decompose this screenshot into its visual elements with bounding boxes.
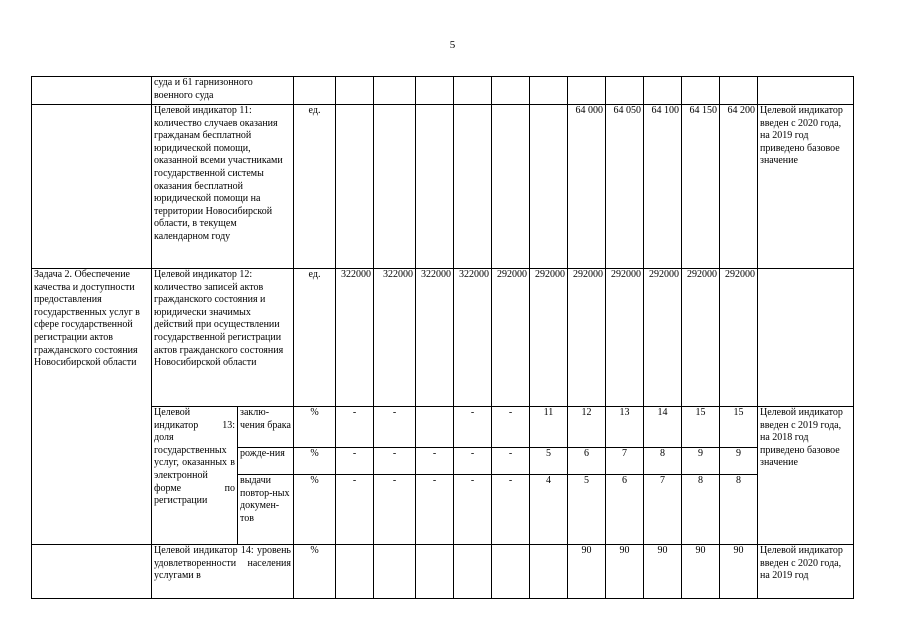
indicator-11-label: Целевой индикатор 11: количество случаев оказания гражданам бесплатной юридической помощи, оказанной всеми участниками государственной системы оказания бесплатной юридической помощи на территории Новосибирской области, в текущем календарном году <box>152 105 294 269</box>
value-cell: 6 <box>606 475 644 545</box>
value-cell: 90 <box>720 545 758 599</box>
value-cell: - <box>492 448 530 475</box>
value-cell: 90 <box>682 545 720 599</box>
value-cell: 8 <box>682 475 720 545</box>
value-cell: - <box>416 475 454 545</box>
value-cell: 322000 <box>374 269 416 407</box>
table-row <box>32 269 854 407</box>
value-cell: 292000 <box>720 269 758 407</box>
value-cell: 292000 <box>644 269 682 407</box>
note-cell: Целевой индикатор введен с 2020 года, на 2019 год приведено базовое значение <box>758 105 854 269</box>
value-cell: 9 <box>720 448 758 475</box>
unit-cell: % <box>294 475 336 545</box>
indicator-table <box>31 76 854 599</box>
value-cell: 90 <box>644 545 682 599</box>
value-cell: 64 150 <box>682 105 720 269</box>
value-cell: 4 <box>530 475 568 545</box>
value-cell: - <box>454 475 492 545</box>
indicator-12-label: Целевой индикатор 12: количество записей актов гражданского состояния и юридически значимых действий при осуществлении государственной регистрации актов гражданского состояния Новосибирской области <box>152 269 294 407</box>
table-row <box>32 545 854 599</box>
value-cell: 11 <box>530 407 568 448</box>
unit-cell: % <box>294 407 336 448</box>
value-cell: - <box>374 407 416 448</box>
subtype-cell: заклю-чения брака <box>238 407 294 448</box>
value-cell: 5 <box>530 448 568 475</box>
table-row <box>32 77 854 105</box>
value-cell: 15 <box>682 407 720 448</box>
value-cell: - <box>336 448 374 475</box>
value-cell: 64 200 <box>720 105 758 269</box>
unit-cell: % <box>294 448 336 475</box>
value-cell: 292000 <box>530 269 568 407</box>
value-cell: - <box>336 407 374 448</box>
value-cell: - <box>336 475 374 545</box>
note-cell: Целевой индикатор введен с 2020 года, на 2019 год <box>758 545 854 599</box>
value-cell: 322000 <box>454 269 492 407</box>
value-cell: 292000 <box>568 269 606 407</box>
indicator-label: суда и 61 гарнизонного военного суда <box>152 77 294 105</box>
indicator-14-label: Целевой индикатор 14: уровень удовлетворенности населения услугами в <box>152 545 294 599</box>
value-cell: - <box>492 475 530 545</box>
value-cell: - <box>454 448 492 475</box>
unit-cell <box>294 77 336 105</box>
subtype-cell: выдачи повтор-ных докумен-тов <box>238 475 294 545</box>
value-cell: 322000 <box>336 269 374 407</box>
value-cell: 5 <box>568 475 606 545</box>
value-cell: 14 <box>644 407 682 448</box>
value-cell: 8 <box>644 448 682 475</box>
value-cell: 322000 <box>416 269 454 407</box>
value-cell: 292000 <box>682 269 720 407</box>
note-cell <box>758 269 854 407</box>
value-cell: 7 <box>644 475 682 545</box>
value-cell: 64 100 <box>644 105 682 269</box>
value-cell: 6 <box>568 448 606 475</box>
task-2-cell: Задача 2. Обеспечение качества и доступности предоставления государственных услуг в сфере государственной регистрации актов гражданского состояния Новосибирской области <box>32 269 152 545</box>
value-cell: - <box>454 407 492 448</box>
value-cell: 90 <box>568 545 606 599</box>
task-cell <box>32 545 152 599</box>
value-cell: - <box>374 448 416 475</box>
unit-cell: % <box>294 545 336 599</box>
unit-cell: ед. <box>294 269 336 407</box>
value-cell: 90 <box>606 545 644 599</box>
value-cell: 292000 <box>492 269 530 407</box>
value-cell: - <box>374 475 416 545</box>
unit-cell: ед. <box>294 105 336 269</box>
task-cell <box>32 77 152 105</box>
value-cell: 13 <box>606 407 644 448</box>
subtype-cell: рожде-ния <box>238 448 294 475</box>
value-cell: - <box>492 407 530 448</box>
value-cell <box>416 407 454 448</box>
value-cell: 9 <box>682 448 720 475</box>
note-cell <box>758 77 854 105</box>
value-cell: 8 <box>720 475 758 545</box>
table-row <box>32 105 854 269</box>
value-cell: - <box>416 448 454 475</box>
value-cell: 64 000 <box>568 105 606 269</box>
note-cell: Целевой индикатор введен с 2019 года, на 2018 год приведено базовое значение <box>758 407 854 545</box>
table-row <box>32 407 854 448</box>
value-cell: 64 050 <box>606 105 644 269</box>
page-number: 5 <box>449 39 456 51</box>
value-cell: 292000 <box>606 269 644 407</box>
value-cell: 7 <box>606 448 644 475</box>
indicator-13-label: Целевой индикатор 13: доля государственных услуг, оказанных в электронной форме по регистрации <box>152 407 238 545</box>
value-cell: 15 <box>720 407 758 448</box>
value-cell: 12 <box>568 407 606 448</box>
